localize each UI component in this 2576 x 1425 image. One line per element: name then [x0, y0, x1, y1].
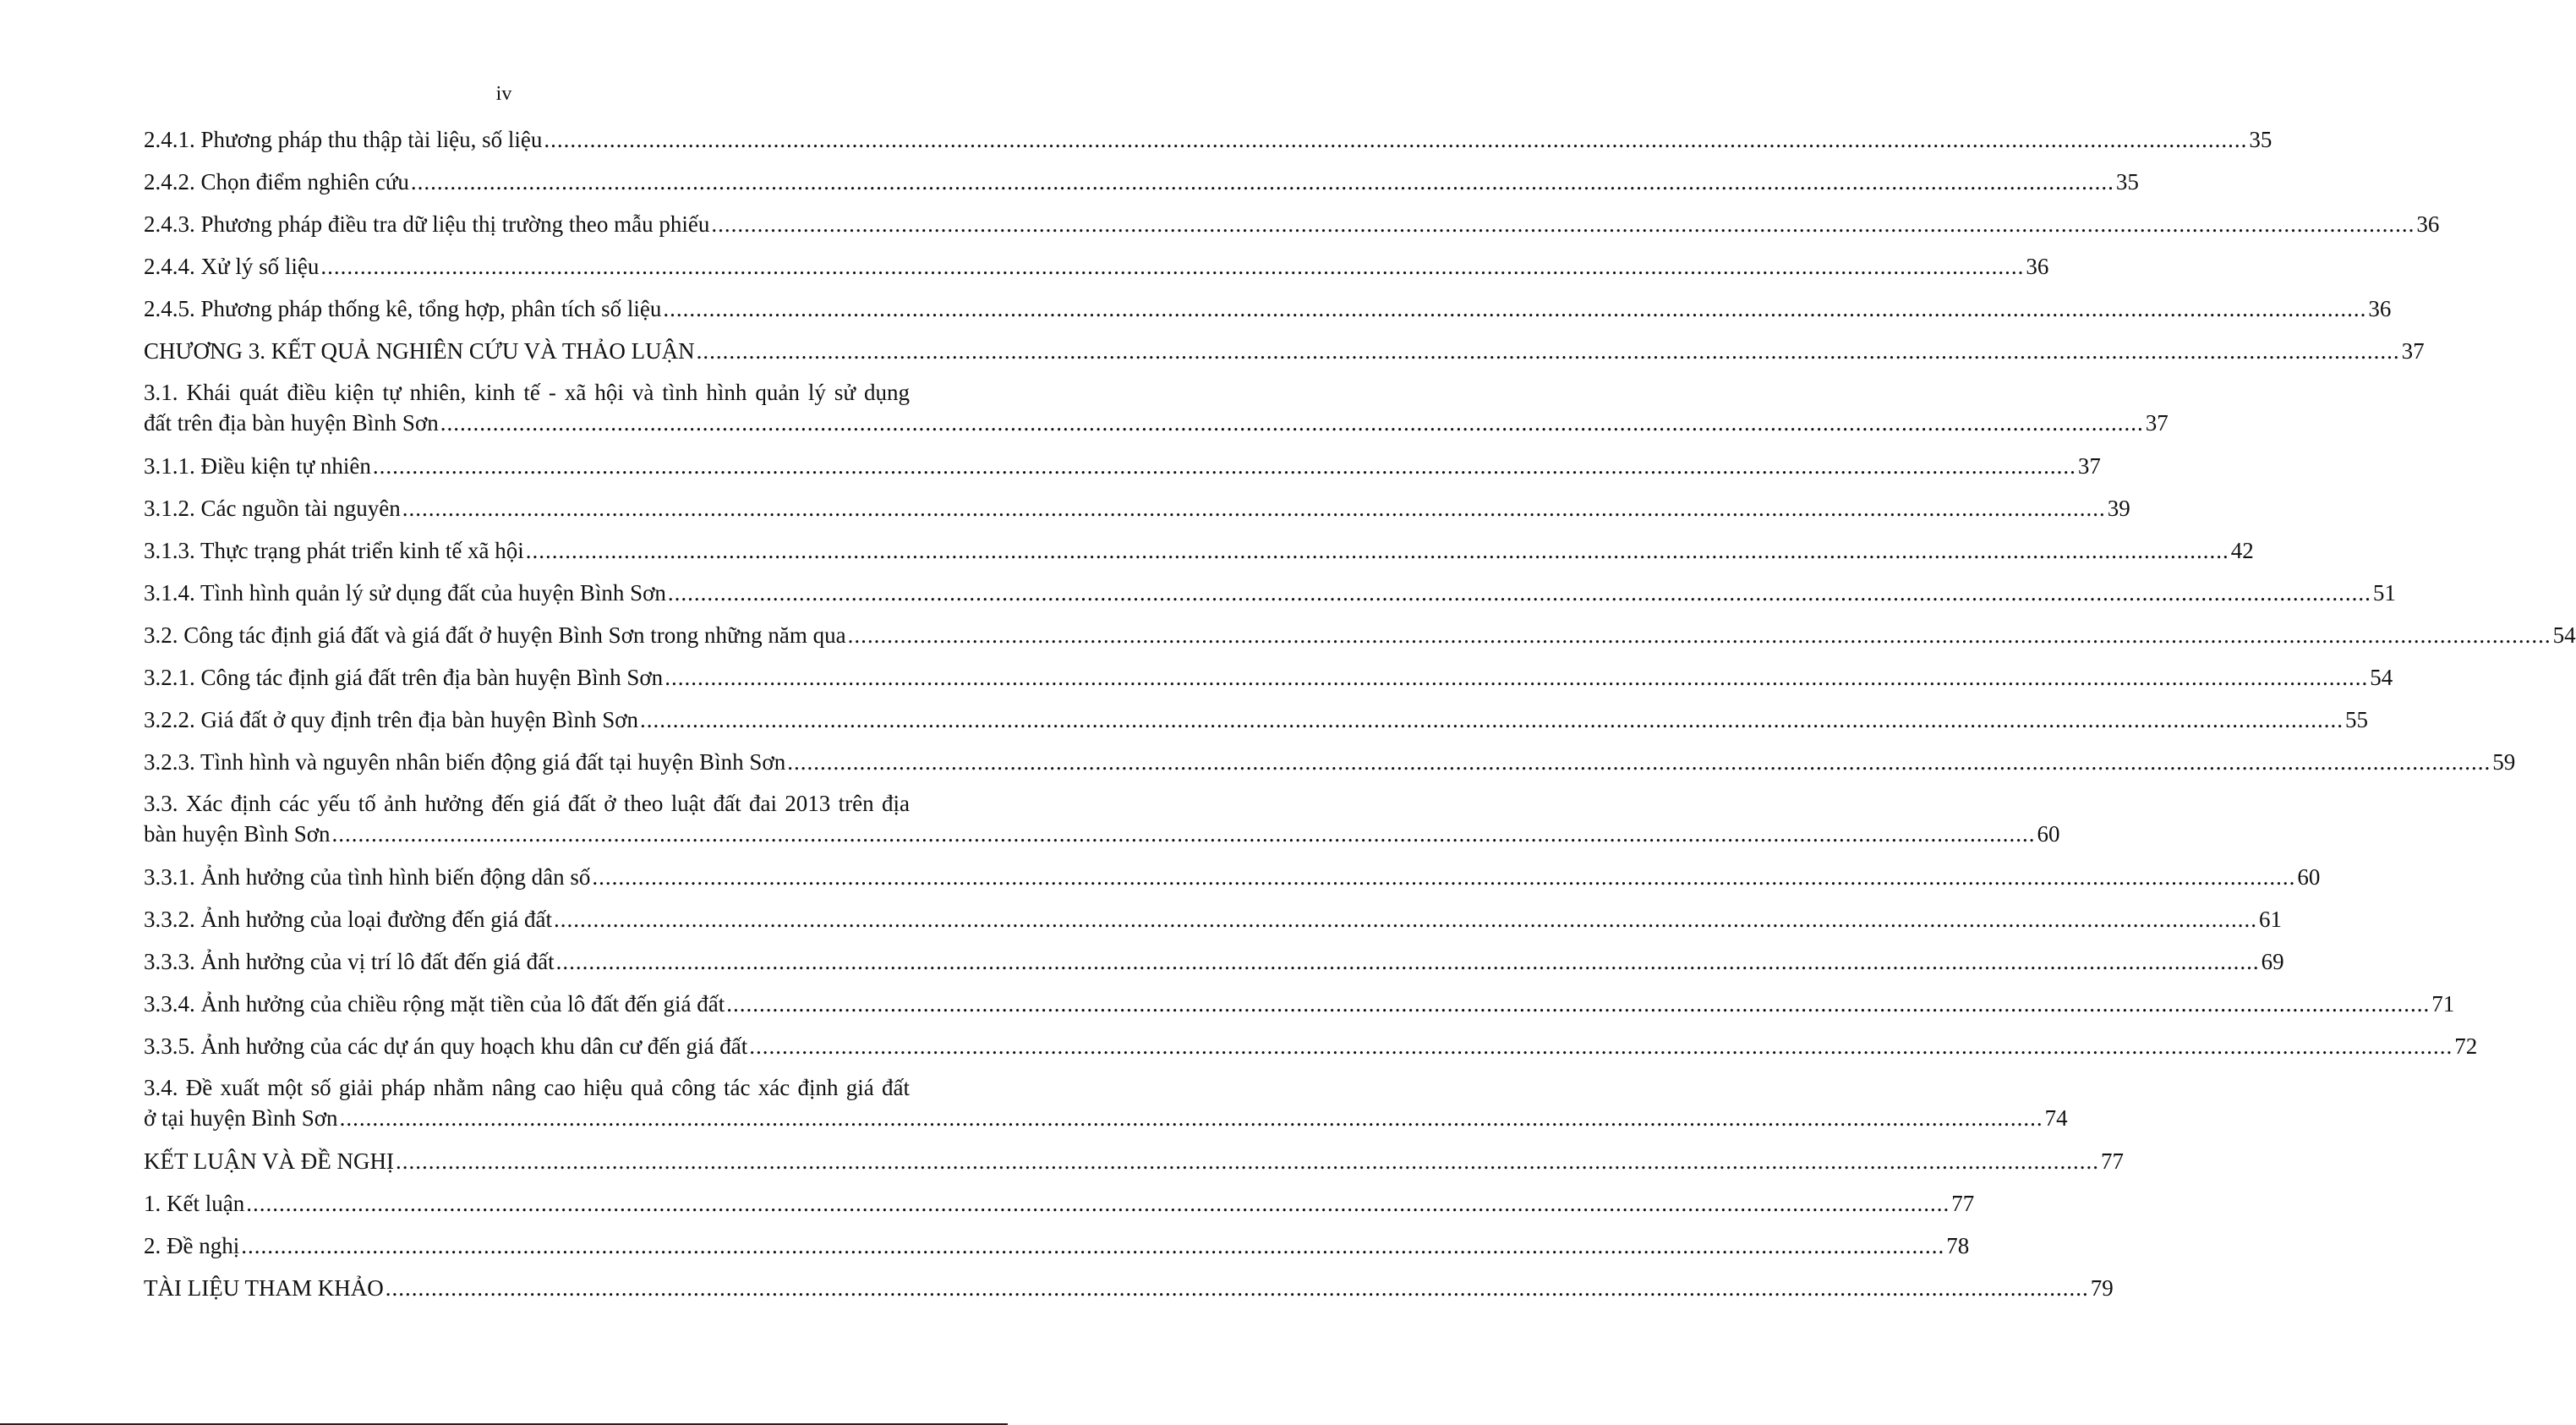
toc-page-number: 71: [2431, 991, 2455, 1017]
toc-entry[interactable]: [144, 1140, 2124, 1182]
toc-page-number: 42: [2230, 538, 2254, 563]
toc-dot-leader: ....................................................................................................................................................................................................................................................................: [410, 169, 2114, 195]
toc-dot-leader: ....................................................................................................................................................................................................................................................................: [663, 296, 2367, 321]
toc-entry-title: 2.4.3. Phương pháp điều tra dữ liệu thị trường theo mẫu phiếu: [144, 211, 710, 237]
toc-entry-line2: [144, 1103, 2068, 1133]
toc-entry[interactable]: [144, 529, 2254, 572]
toc-entry-line2: [144, 408, 2169, 438]
toc-page-number: 59: [2492, 749, 2516, 775]
toc-entry[interactable]: [144, 699, 2368, 741]
toc-dot-leader: ....................................................................................................................................................................................................................................................................: [246, 1191, 1950, 1216]
toc-page-number: 39: [2107, 496, 2130, 521]
toc-entry-title: 2.4.2. Chọn điểm nghiên cứu: [144, 169, 409, 195]
toc-page-number: 35: [2115, 169, 2139, 195]
toc-entry[interactable]: [144, 203, 2440, 245]
toc-entry-title: 2. Đề nghị: [144, 1233, 240, 1258]
toc-entry[interactable]: [144, 487, 2130, 529]
toc-entry-title: 3.3.2. Ảnh hưởng của loại đường đến giá đất: [144, 907, 552, 932]
toc-entry-title: 2.4.5. Phương pháp thống kê, tổng hợp, phân tích số liệu: [144, 296, 662, 321]
toc-dot-leader: ....................................................................................................................................................................................................................................................................: [544, 127, 2248, 152]
toc-dot-leader: ....................................................................................................................................................................................................................................................................: [402, 496, 2106, 521]
toc-page-number: 61: [2258, 907, 2282, 932]
toc-entry[interactable]: [144, 856, 2321, 898]
toc-entry[interactable]: [144, 741, 2516, 783]
toc-page-number: 79: [2090, 1275, 2114, 1301]
toc-dot-leader: ....................................................................................................................................................................................................................................................................: [711, 211, 2415, 237]
toc-page-number: 36: [2416, 211, 2440, 237]
toc-dot-leader: ....................................................................................................................................................................................................................................................................: [592, 864, 2296, 890]
toc-entry[interactable]: [144, 572, 2396, 614]
toc-entry-title: 3.1.3. Thực trạng phát triển kinh tế xã hội: [144, 538, 524, 563]
toc-entry[interactable]: [144, 1267, 2114, 1309]
toc-entry[interactable]: [144, 1225, 1970, 1267]
toc-entry[interactable]: [144, 1025, 2478, 1067]
toc-entry[interactable]: [144, 245, 2049, 288]
page-number: iv: [495, 83, 512, 105]
toc-dot-leader: ....................................................................................................................................................................................................................................................................: [749, 1033, 2453, 1059]
toc-dot-leader: ....................................................................................................................................................................................................................................................................: [639, 707, 2344, 732]
toc-page-number: 77: [1951, 1191, 1975, 1216]
toc-page-number: 54: [2552, 622, 2576, 648]
toc-page-number: 51: [2372, 580, 2396, 606]
toc-entry[interactable]: [144, 898, 2282, 940]
toc-page-number: 69: [2261, 949, 2284, 974]
toc-dot-leader: ....................................................................................................................................................................................................................................................................: [847, 622, 2551, 648]
toc-entry-title-line1: 3.4. Đề xuất một số giải pháp nhằm nâng cao hiệu quả công tác xác định giá đất: [144, 1075, 910, 1100]
toc-page-number: 36: [2026, 254, 2049, 279]
toc-entry-title: 3.2. Công tác định giá đất và giá đất ở huyện Bình Sơn trong những năm qua: [144, 622, 846, 648]
toc-page-number: 78: [1946, 1233, 1970, 1258]
toc-entry-title: 3.1.1. Điều kiện tự nhiên: [144, 453, 371, 479]
toc-dot-leader: ....................................................................................................................................................................................................................................................................: [241, 1233, 1945, 1258]
toc-dot-leader: ....................................................................................................................................................................................................................................................................: [555, 949, 2260, 974]
toc-entry[interactable]: [144, 1182, 1975, 1225]
toc-dot-leader: ....................................................................................................................................................................................................................................................................: [787, 749, 2491, 775]
toc-entry-title: 3.3.1. Ảnh hưởng của tình hình biến động dân số: [144, 864, 591, 890]
toc-page-number: 60: [2037, 821, 2060, 847]
toc-entry-title-line1: 3.3. Xác định các yếu tố ảnh hưởng đến giá đất ở theo luật đất đai 2013 trên địa: [144, 791, 910, 816]
toc-entry-title: bàn huyện Bình Sơn: [144, 821, 331, 847]
toc-entry-title: CHƯƠNG 3. KẾT QUẢ NGHIÊN CỨU VÀ THẢO LUẬN: [144, 338, 695, 364]
toc-dot-leader: ....................................................................................................................................................................................................................................................................: [372, 453, 2076, 479]
toc-entry-title: 3.3.5. Ảnh hưởng của các dự án quy hoạch khu dân cư đến giá đất: [144, 1033, 748, 1059]
toc-dot-leader: ....................................................................................................................................................................................................................................................................: [339, 1105, 2043, 1131]
toc-entry[interactable]: [144, 118, 2272, 161]
toc-entry-title: đất trên địa bàn huyện Bình Sơn: [144, 410, 439, 436]
toc-dot-leader: ....................................................................................................................................................................................................................................................................: [726, 991, 2431, 1017]
toc-entry[interactable]: [144, 330, 2425, 372]
toc-entry[interactable]: [144, 656, 2393, 699]
toc-dot-leader: ....................................................................................................................................................................................................................................................................: [331, 821, 2036, 847]
toc-page-number: 37: [2145, 410, 2169, 436]
toc-page-number: 54: [2370, 665, 2393, 690]
toc-entry[interactable]: [144, 372, 2169, 445]
toc-entry[interactable]: [144, 783, 2060, 856]
toc-dot-leader: ....................................................................................................................................................................................................................................................................: [667, 580, 2371, 606]
toc-entry[interactable]: [144, 940, 2284, 983]
toc-dot-leader: ....................................................................................................................................................................................................................................................................: [696, 338, 2400, 364]
toc-page-number: 36: [2368, 296, 2392, 321]
toc-entry-title: 3.1.2. Các nguồn tài nguyên: [144, 496, 401, 521]
toc-page-number: 55: [2344, 707, 2368, 732]
toc-dot-leader: ....................................................................................................................................................................................................................................................................: [553, 907, 2257, 932]
toc-entry[interactable]: [144, 161, 2139, 203]
toc-entry[interactable]: [144, 1067, 2068, 1140]
toc-entry-title: 3.3.3. Ảnh hưởng của vị trí lô đất đến giá đất: [144, 949, 555, 974]
toc-page-number: 60: [2297, 864, 2321, 890]
toc-entry-title: 3.2.2. Giá đất ở quy định trên địa bàn huyện Bình Sơn: [144, 707, 638, 732]
toc-entry-title-line1: 3.1. Khái quát điều kiện tự nhiên, kinh tế - xã hội và tình hình quản lý sử dụng: [144, 380, 910, 405]
table-of-contents: [144, 118, 2576, 1309]
toc-page-number: 37: [2401, 338, 2425, 364]
toc-entry-title: 3.3.4. Ảnh hưởng của chiều rộng mặt tiền của lô đất đến giá đất: [144, 991, 725, 1017]
toc-page-number: 72: [2454, 1033, 2478, 1059]
toc-entry[interactable]: [144, 288, 2392, 330]
toc-entry-title: 2.4.4. Xử lý số liệu: [144, 254, 320, 279]
toc-page-number: 37: [2077, 453, 2101, 479]
toc-entry-title: 2.4.1. Phương pháp thu thập tài liệu, số liệu: [144, 127, 543, 152]
toc-entry[interactable]: [144, 445, 2101, 487]
toc-entry-title: ở tại huyện Bình Sơn: [144, 1105, 338, 1131]
toc-dot-leader: ....................................................................................................................................................................................................................................................................: [525, 538, 2229, 563]
toc-entry-title: 3.2.3. Tình hình và nguyên nhân biến động giá đất tại huyện Bình Sơn: [144, 749, 786, 775]
toc-entry[interactable]: [144, 614, 2576, 656]
toc-entry-title: 1. Kết luận: [144, 1191, 245, 1216]
toc-dot-leader: ....................................................................................................................................................................................................................................................................: [385, 1275, 2089, 1301]
toc-dot-leader: ....................................................................................................................................................................................................................................................................: [665, 665, 2369, 690]
toc-entry[interactable]: [144, 983, 2455, 1025]
toc-page-number: 35: [2249, 127, 2272, 152]
toc-dot-leader: ....................................................................................................................................................................................................................................................................: [440, 410, 2144, 436]
toc-page-number: 74: [2044, 1105, 2068, 1131]
toc-entry-line2: [144, 819, 2060, 849]
toc-page-number: 77: [2100, 1148, 2124, 1174]
toc-entry-title: 3.2.1. Công tác định giá đất trên địa bàn huyện Bình Sơn: [144, 665, 664, 690]
toc-entry-title: TÀI LIỆU THAM KHẢO: [144, 1275, 384, 1301]
toc-entry-title: 3.1.4. Tình hình quản lý sử dụng đất của huyện Bình Sơn: [144, 580, 666, 606]
toc-entry-title: KẾT LUẬN VÀ ĐỀ NGHỊ: [144, 1148, 394, 1174]
toc-dot-leader: ....................................................................................................................................................................................................................................................................: [395, 1148, 2099, 1174]
toc-dot-leader: ....................................................................................................................................................................................................................................................................: [320, 254, 2025, 279]
